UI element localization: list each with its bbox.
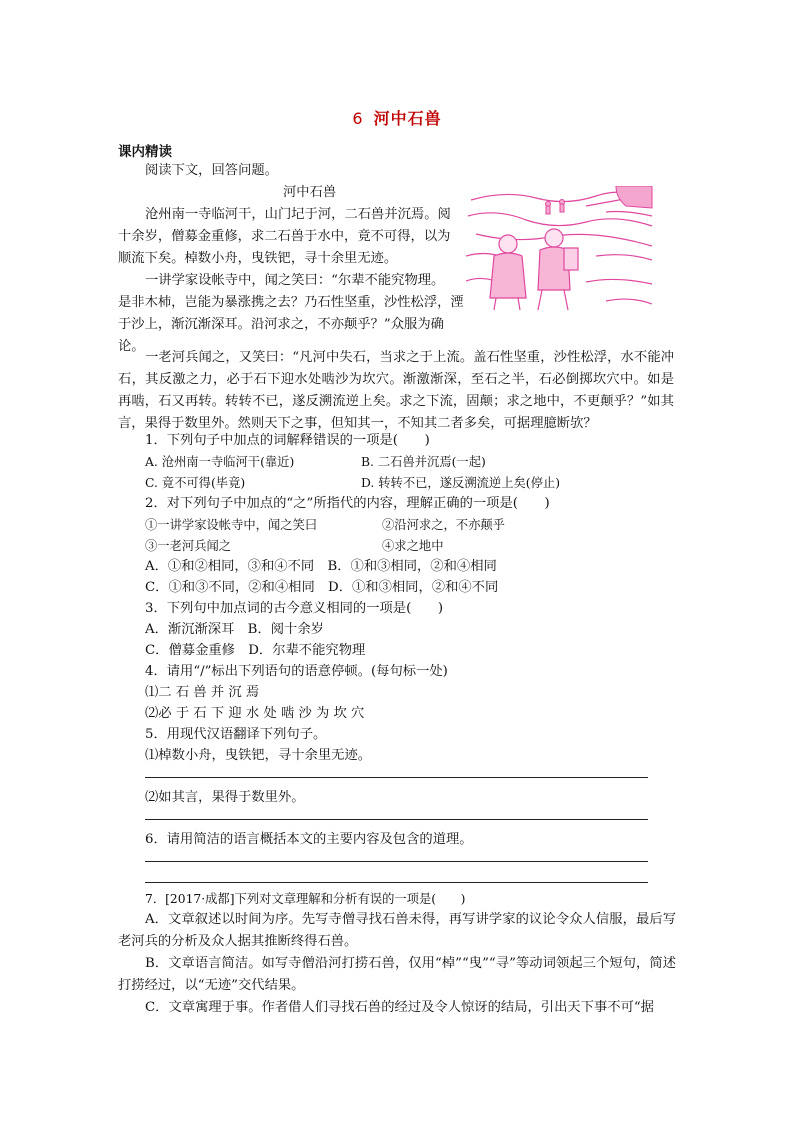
q1-option-b: B. 二石兽并沉焉(一起)	[361, 455, 486, 469]
passage-p1-line1: 沧州南一寺临河干，山门圮于河，二石兽并沉焉。阅	[145, 207, 451, 222]
passage-p2-line4: 论。	[118, 339, 145, 354]
passage-p1-line3: 顺流下矣。棹数小舟，曳铁钯，寻十余里无迹。	[118, 251, 398, 266]
q2-stem: 2．对下列句子中加点的“之”所指代的内容，理解正确的一项是( )	[145, 496, 550, 511]
q1-option-a: A. 沧州南一寺临河干(靠近)	[145, 455, 295, 469]
passage-heading: 河中石兽	[283, 185, 337, 200]
q1-option-c: C. 竟不可得(毕竟)	[145, 476, 246, 490]
passage-p2-line2: 是非木杮，岂能为暴涨携之去？乃石性坚重，沙性松浮，湮	[118, 295, 464, 310]
q7-stem: 7．[2017·成都]下列对文章理解和分析有误的一项是( )	[145, 892, 466, 906]
q5-answer-line-1[interactable]	[145, 777, 648, 778]
passage-p3: 一老河兵闻之，又笑曰：“凡河中失石，当求之于上流。盖石性坚重，沙性松浮，水不能冲石，其反激之力，必于石下迎水处啮沙为坎穴。渐激渐深，至石之半，石必倒掷坎穴中。如是再啮，石又再转。转转不已，遂反溯流逆上矣。求之下流，固颠；求之地中，不更颠乎？”如其言，果得于数里外。然则天下之事，但知其一，不知其二者多矣，可据理臆断欤？	[118, 350, 674, 431]
q3-options-ab: A．渐沉渐深耳 B．阅十余岁	[145, 622, 324, 637]
q7-option-b: B．文章语言简洁。如写寺僧沿河打捞石兽，仅用“棹”“曳”“寻”等动词领起三个短句，简述打捞经过，以“无迹”交代结果。	[118, 956, 676, 993]
page-title	[0, 106, 794, 129]
q1-option-d: D. 转转不已，遂反溯流逆上矣(停止)	[361, 476, 560, 490]
passage-p2-line3: 于沙上，渐沉渐深耳。沿河求之，不亦颠乎？”众服为确	[118, 317, 444, 332]
q2-options-cd: C．①和③不同，②和④相同 D．①和③相同，②和④不同	[145, 580, 499, 595]
q1-stem: 1．下列句子中加点的词解释错误的一项是( )	[145, 433, 430, 448]
q6-answer-line-1[interactable]	[145, 861, 648, 862]
q2-options-ab: A．①和②相同，③和④不同 B．①和③相同，②和④相同	[145, 559, 497, 574]
passage-p1-line2: 十余岁，僧募金重修，求二石兽于水中，竟不可得，以为	[118, 229, 451, 244]
lesson-number: 6	[352, 109, 364, 128]
q4-sentence-1: ⑴二 石 兽 并 沉 焉	[145, 685, 260, 700]
lesson-title: 河中石兽	[373, 109, 442, 128]
q5-stem: 5．用现代汉语翻译下列句子。	[145, 727, 327, 742]
q5-answer-line-2[interactable]	[145, 819, 648, 820]
q4-stem: 4．请用“/”标出下列语句的语意停顿。(每句标一处)	[145, 664, 448, 679]
passage-p2-line1: 一讲学家设帐寺中，闻之笑曰：“尔辈不能究物理。	[145, 273, 445, 288]
q7-option-c: C．文章寓理于事。作者借人们寻找石兽的经过及令人惊讶的结局，引出天下事不可“据	[145, 1000, 654, 1015]
reading-instruction: 阅读下文，回答问题。	[145, 163, 278, 178]
q7-option-a: A．文章叙述以时间为序。先写寺僧寻找石兽未得，再写讲学家的议论令众人信服，最后写老河兵的分析及众人据其推断终得石兽。	[118, 912, 676, 949]
q5-sentence-1: ⑴棹数小舟，曳铁钯，寻十余里无迹。	[145, 748, 372, 763]
q6-stem: 6．请用简洁的语言概括本文的主要内容及包含的道理。	[145, 832, 473, 847]
q2-sentence-1: ①一讲学家设帐寺中，闻之笑曰	[145, 518, 318, 532]
q2-sentence-4: ④求之地中	[382, 539, 444, 553]
q2-sentence-2: ②沿河求之，不亦颠乎	[382, 518, 505, 532]
q4-sentence-2: ⑵必 于 石 下 迎 水 处 啮 沙 为 坎 穴	[145, 706, 365, 721]
illustration-monks-river	[466, 186, 654, 314]
q6-answer-line-2[interactable]	[145, 882, 648, 883]
q2-sentence-3: ③一老河兵闻之	[145, 539, 232, 553]
q3-stem: 3．下列句中加点词的古今意义相同的一项是( )	[145, 601, 444, 616]
section-heading: 课内精读	[118, 144, 172, 160]
q5-sentence-2: ⑵如其言，果得于数里外。	[145, 790, 305, 805]
q3-options-cd: C．僧募金重修 D．尔辈不能究物理	[145, 643, 366, 658]
